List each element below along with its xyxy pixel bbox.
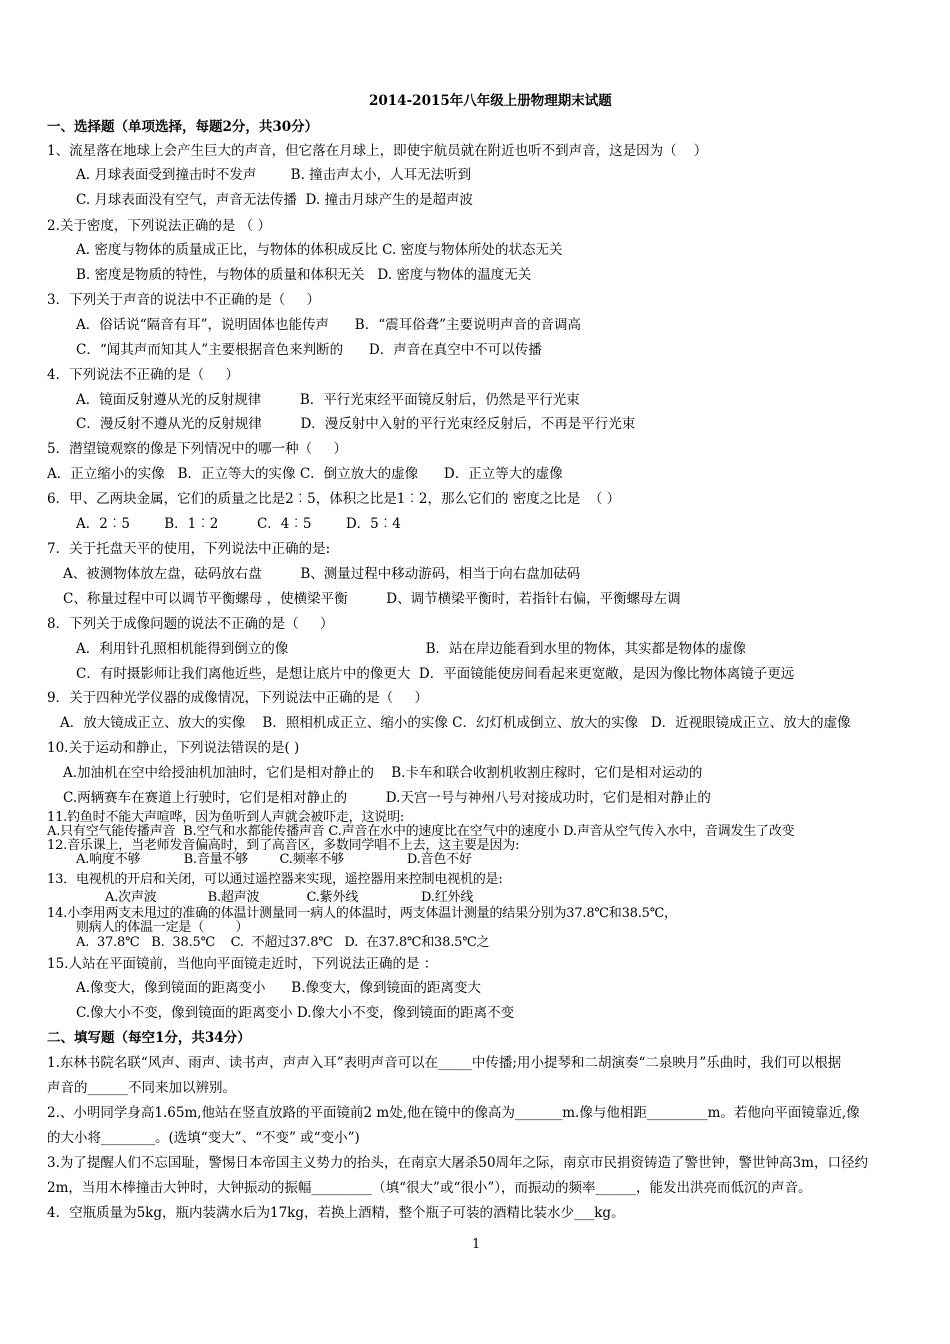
fill-question-3-continued: 2m，当用木棒撞击大钟时，大钟振动的振幅_________（填“很大”或“很小”），而振动的频率______，能发出洪亮而低沉的声音。 [47,1180,812,1196]
question-15: 15.人站在平面镜前，当他向平面镜走近时，下列说法正确的是 ： [47,956,438,972]
fill-question-4: 4．空瓶质量为5kg，瓶内装满水后为17kg，若换上酒精，整个瓶子可装的酒精比装水少___kg。 [47,1205,625,1221]
question-6: 6．甲、乙两块金属，它们的质量之比是2︰5，体积之比是1︰2，那么它们的 密度之比是 （ ） [47,491,621,507]
question-3: 3．下列关于声音的说法中不正确的是（ ） [47,292,321,308]
question-13: 13．电视机的开启和关闭，可以通过遥控器来实现，遥控器用来控制电视机的是: [47,872,503,887]
question-4-options-ab: A．镜面反射遵从光的反射规律 B．平行光束经平面镜反射后，仍然是平行光束 [76,392,580,408]
question-14-options: A. 37.8℃ B. 38.5℃ C. 不超过37.8℃ D. 在37.8℃和38.5℃之 [76,935,490,950]
question-12: 12.音乐课上，当老师发音偏高时，到了高音区，多数同学唱不上去，这主要是因为: [47,838,520,853]
fill-question-1-continued: 声音的______不同来加以辨别。 [47,1080,236,1096]
question-7: 7．关于托盘天平的使用，下列说法中正确的是: [47,541,331,557]
question-3-options-cd: C．“闻其声而知其人”主要根据音色来判断的 D．声音在真空中不可以传播 [76,342,542,358]
question-2-options-ac: A. 密度与物体的质量成正比，与物体的体积成反比 C. 密度与物体所处的状态无关 [76,242,563,258]
question-10-options-cd: C.两辆赛车在赛道上行驶时，它们是相对静止的 D.天宫一号与神州八号对接成功时，它们是相对静止的 [63,790,711,806]
question-8-options-ab: A．利用针孔照相机能得到倒立的像 B．站在岸边能看到水里的物体，其实都是物体的虚像 [76,641,746,657]
question-15-options-cd: C.像大小不变，像到镜面的距离变小 D.像大小不变，像到镜面的距离不变 [76,1005,515,1021]
fill-question-2: 2.、小明同学身高1.65m,他站在竖直放路的平面镜前2 m处,他在镜中的像高为_______m.像与他相距_________m。若他向平面镜靠近,像 [47,1105,860,1121]
question-8: 8．下列关于成像问题的说法不正确的是（ ） [47,616,334,632]
section-heading-choice: 一、选择题（单项选择，每题2分，共30分） [47,119,319,135]
question-9-options: A．放大镜成正立、放大的实像 B．照相机成正立、缩小的实像 C．幻灯机成倒立、放大的实像 D．近视眼镜成正立、放大的虚像 [60,715,851,731]
fill-question-2-continued: 的大小将________。(选填“变大”、“不变” 或“变小”) [47,1130,360,1146]
question-5: 5．潜望镜观察的像是下列情况中的哪一种（ ） [47,441,348,457]
question-1-options-ab: A. 月球表面受到撞击时不发声 B. 撞击声太小，人耳无法听到 [76,167,472,183]
question-13-options: A.次声波 B.超声波 C.紫外线 D.红外线 [105,890,474,905]
question-12-options: A.响度不够 B.音量不够 C.频率不够 D.音色不好 [76,852,472,867]
question-9: 9．关于四种光学仪器的成像情况，下列说法中正确的是（ ） [47,690,429,706]
page-title: 2014-2015年八年级上册物理期末试题 [369,93,612,109]
question-5-options: A．正立缩小的实像 B．正立等大的实像 C．倒立放大的虚像 D．正立等大的虚像 [47,466,563,482]
question-3-options-ab: A．俗话说“隔音有耳”，说明固体也能传声 B．“震耳俗聋”主要说明声音的音调高 [76,317,582,333]
question-8-options-cd: C．有时摄影师让我们离他近些，是想让底片中的像更大 D．平面镜能使房间看起来更宽敞，是因为像比物体离镜子更远 [76,666,795,682]
question-11: 11.钓鱼时不能大声喧哗，因为鱼听到人声就会被吓走，这说明: [47,810,405,825]
question-14: 14.小李用两支未甩过的准确的体温计测量同一病人的体温时，两支体温计测量的结果分别为37.8℃和38.5℃， [47,906,677,921]
question-7-options-cd: C、称量过程中可以调节平衡螺母 ，使横梁平衡 D、调节横梁平衡时，若指针右偏，平衡螺母左调 [63,591,681,607]
question-2: 2.关于密度，下列说法正确的是 （ ） [47,218,271,234]
question-7-options-ab: A、被测物体放左盘，砝码放右盘 B、测量过程中移动游码，相当于向右盘加砝码 [63,566,581,582]
question-4-options-cd: C．漫反射不遵从光的反射规律 D．漫反射中入射的平行光束经反射后，不再是平行光束 [76,416,636,432]
question-1: 1、流星落在地球上会产生巨大的声音，但它落在月球上，即使宇航员就在附近也听不到声音，这是因为（ ） [47,143,708,159]
question-1-options-cd: C. 月球表面没有空气，声音无法传播 D. 撞击月球产生的是超声波 [76,192,473,208]
question-11-options: A.只有空气能传播声音 B.空气和水都能传播声音 C.声音在水中的速度比在空气中的速度小 D.声音从空气传入水中，音调发生了改变 [47,824,795,839]
fill-question-3: 3.为了提醒人们不忘国耻，警惕日本帝国主义势力的抬头，在南京大屠杀50周年之际，南京市民捐资铸造了警世钟，警世钟高3m，口径约 [47,1155,868,1171]
question-2-options-bd: B. 密度是物质的特性，与物体的质量和体积无关 D. 密度与物体的温度无关 [76,267,532,283]
question-14-continued: 则病人的体温一定是（ ） [76,920,249,935]
page-number: 1 [472,1237,481,1252]
question-10: 10.关于运动和静止，下列说法错误的是( ) [47,740,300,756]
question-6-options: A．2︰5 B．1︰2 C．4︰5 D．5︰4 [76,516,401,532]
question-15-options-ab: A.像变大，像到镜面的距离变小 B.像变大，像到镜面的距离变大 [76,980,481,996]
question-10-options-ab: A.加油机在空中给授油机加油时，它们是相对静止的 B.卡车和联合收割机收割庄稼时，它们是相对运动的 [63,765,703,781]
question-4: 4．下列说法不正确的是（ ） [47,367,240,383]
section-heading-fill: 二、填写题（每空1分，共34分） [47,1030,251,1046]
fill-question-1: 1.东林书院名联“风声、雨声、读书声，声声入耳”表明声音可以在_____中传播;用小提琴和二胡演奏“二泉映月”乐曲时，我们可以根据 [47,1055,842,1071]
